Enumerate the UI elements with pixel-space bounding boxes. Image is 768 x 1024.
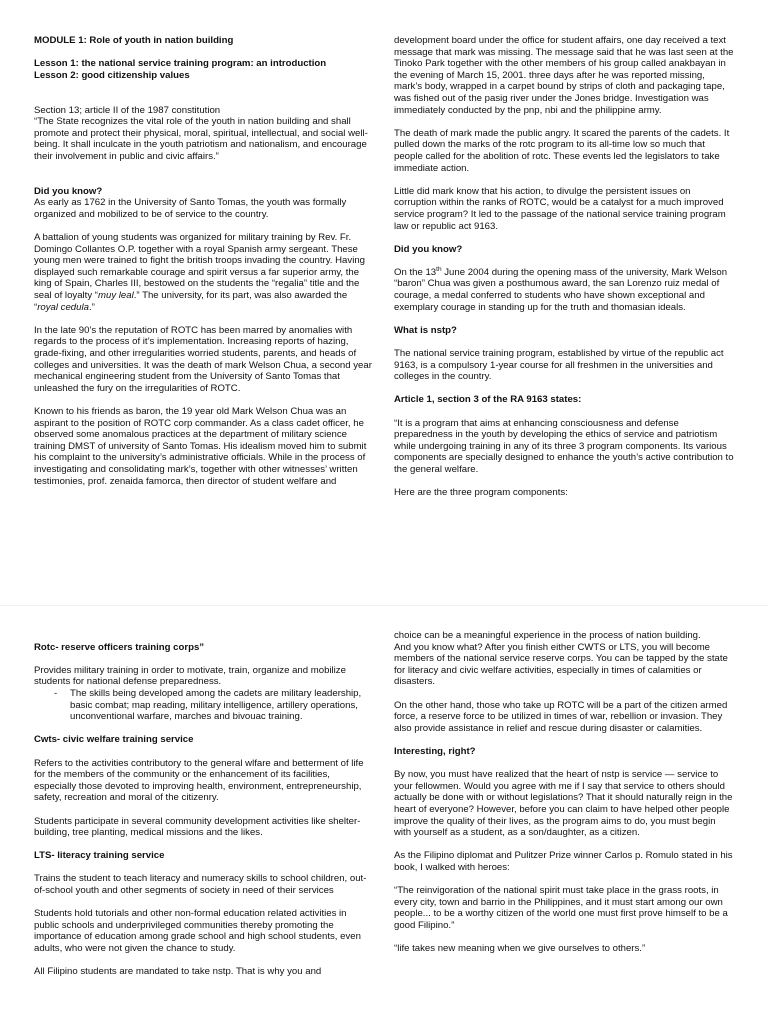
module-title: MODULE 1: Role of youth in nation building — [34, 35, 234, 46]
what-is-nstp-heading: What is nstp? — [394, 324, 457, 336]
components-intro: Here are the three program components: — [394, 487, 568, 499]
mandated-paragraph: All Filipino students are mandated to take nstp. That is why you and — [34, 966, 322, 978]
page2-right-column — [394, 630, 734, 966]
page2-left-column — [34, 630, 372, 989]
rotc-description: Provides military training in order to motivate, train, organize and mobilize students for national defense preparedness. — [34, 664, 346, 688]
muy-leal-italic: muy leal — [98, 290, 134, 302]
nstp-definition-paragraph: The national service training program, established by virtue of the republic act 9163, is a compulsory 1-year course for all freshmen in the universities and colleges in the country. — [394, 348, 724, 383]
list-item: - The skills being developed among the cadets are military leadership, basic combat; map reading, military intelligence, artillery operations, unconventional warfare, marches and bivouac training. — [70, 688, 372, 723]
romulo-quote: “The reinvigoration of the national spirit must take place in the grass roots, in every city, town and barrio in the Philippines, and it must start among our own people... to be a worthy citizen of the world one must first prove himself to be a good Filipino.” — [394, 885, 728, 931]
mark-missing-paragraph: development board under the office for student affairs, one day received a text message that mark was missing. The message said that he was last seen at the Tinoko Park together with the other members of his group called anakbayan in the evening of March 15, 2001. three days after he was reported missing, mark’s body, wrapped in a carpet bound by strips of cloth and packaging tape, was fished out of the pasig river under the Jones bridge. Investigation was immediately conducted by the pnp, nbi and the philippine army. — [394, 35, 734, 116]
lesson-2-title: Lesson 2: good citizenship values — [34, 69, 190, 81]
royal-cedula-italic: royal cedula — [37, 301, 89, 313]
did-you-know-heading-2: Did you know? — [394, 243, 463, 255]
life-meaning-quote: “life takes new meaning when we give ourselves to others.” — [394, 943, 646, 955]
heart-of-nstp-paragraph: By now, you must have realized that the heart of nstp is service — service to your fellowmen. Would you agree with me if I say that service to others should actually be done with or without legislations? That it should naturally reign in the heart of everyone? However, before you can claim to have helped other people improve the quality of their lives, as the program aims to do, you must begin with yourself as a student, as a son/daughter, as a citizen. — [394, 769, 733, 839]
catalyst-paragraph: Little did mark know that his action, to divulge the persistent issues on corruption within the ranks of ROTC, would be a catalyst for a much improved service program? It led to the passage of the national service training program law or republic act 9163. — [394, 185, 726, 232]
ra-9163-article-heading: Article 1, section 3 of the RA 9163 states: — [394, 394, 582, 406]
romulo-intro-paragraph: As the Filipino diplomat and Pulitzer Prize winner Carlos p. Romulo stated in his book, I walked with heroes: — [394, 850, 733, 873]
page1-left-column — [34, 35, 372, 499]
ust-1762-paragraph: As early as 1762 in the University of Santo Tomas, the youth was formally organized and mobilized to be of service to the country. — [34, 197, 347, 220]
posthumous-award-paragraph: On the 13th June 2004 during the opening mass of the university, Mark Welson “baron” Chua was given a posthumous award, the san Lorenzo ruiz medal of courage, a medal conferred to students who have shown exceptional and exemplary courage in standing up for the truth and thomasian ideals. — [394, 265, 728, 313]
document-page-2 — [0, 622, 768, 1024]
ra-9163-quote: “It is a program that aims at enhancing consciousness and defense preparedness in the youth by developing the ethics of service and patriotism while undergoing training in any of its three 3 program components. Its various components are specially designed to enhance the youth’s active contribution to the general welfare. — [394, 417, 734, 475]
constitution-quote: “The State recognizes the vital role of the youth in nation building and shall promote and protect their physical, moral, spiritual, intellectual, and social well-being. It shall inculcate in the youth patriotism and nationalism, and encourage their involvement in public and civic affairs.” — [34, 116, 368, 162]
rotc-reputation-paragraph: In the late 90’s the reputation of ROTC has been marred by anomalies with regards to the process of it’s implementation. Increasing reports of hazing, grade-fixing, and other irregularities worried students, parents, and heads of colleges and universities. It was the death of mark Welson Chua, a second year mechanical engineering student from the University of Santo Tomas that unleashed the fury on the irregularities of ROTC. — [34, 324, 372, 394]
reserve-corps-paragraph: And you know what? After you finish either CWTS or LTS, you will become members of the national service reserve corps. You can be tapped by the state for literacy and civic welfare activities, especially in times of calamities or disasters. — [394, 641, 728, 688]
rotc-heading: Rotc- reserve officers training corps” — [34, 641, 205, 653]
public-anger-paragraph: The death of mark made the public angry. It scared the parents of the cadets. It pulled down the marks of the rotc program to its all-time low so much that people called for the abolition of rotc. These events led the legislators to take immediate action. — [394, 127, 730, 174]
cwts-activities: Students participate in several community development activities like shelter-building, tree planting, medical missions and the likes. — [34, 815, 361, 839]
cwts-heading: Cwts- civic welfare training service — [34, 734, 194, 746]
citizen-armed-force-paragraph: On the other hand, those who take up ROTC will be a part of the citizen armed force, a reserve force to be utilized in times of war, rebellion or invasion. They also provide assistance in relief and rescue during disaster or calamities. — [394, 699, 728, 734]
lts-description: Trains the student to teach literacy and numeracy skills to school children, out-of-school youth and other segments of society in need of their services — [34, 873, 367, 897]
rotc-skills-list — [34, 688, 372, 723]
page1-right-column — [394, 35, 734, 510]
meaningful-experience-paragraph: choice can be a meaningful experience in the process of nation building. — [394, 630, 701, 641]
lts-activities: Students hold tutorials and other non-formal education related activities in public schools and underprivileged communities thereby promoting the importance of education among grade school and high school students, even adults, who were not given the chance to study. — [34, 908, 361, 955]
constitution-section-ref: Section 13; article II of the 1987 constitution — [34, 104, 221, 116]
mark-chua-paragraph: Known to his friends as baron, the 19 year old Mark Welson Chua was an aspirant to the position of ROTC corp commander. As a class cadet officer, he observed some anomalous practices at the department of military science training DMST of university of Santo Tomas. His idealism moved him to submit his complaint to the university’s administrative officials. While in the process of investigating and consolidating mark’s, together with other witnesses’ written testimonies, prof. zenaida famorca, then director of student welfare and — [34, 406, 367, 487]
did-you-know-heading: Did you know? — [34, 185, 103, 197]
battalion-paragraph: A battalion of young students was organized for military training by Rev. Fr. Domingo Collantes O.P. together with a royal Spanish army sergeant. These young men were trained to fight the british troops invading the country. Having displayed such remarkable courage and spirit versus a far superior army, the king of Spain, Charles III, bestowed on the students the “regalia” title and the seal of loyalty “muy leal.” The university, for its part, was also awarded the “royal cedula.” — [34, 232, 365, 313]
lts-heading: LTS- literacy training service — [34, 850, 165, 862]
cwts-description: Refers to the activities contributory to the general wlfare and betterment of life for the members of the community or the enhancement of its facilities, especially those devoted to improving health, environment, entrepreneurship, safety, recreation and moral of the citizenry. — [34, 757, 364, 804]
lesson-1-title: Lesson 1: the national service training program: an introduction — [34, 58, 327, 70]
interesting-heading: Interesting, right? — [394, 745, 476, 757]
page-divider — [0, 605, 768, 606]
